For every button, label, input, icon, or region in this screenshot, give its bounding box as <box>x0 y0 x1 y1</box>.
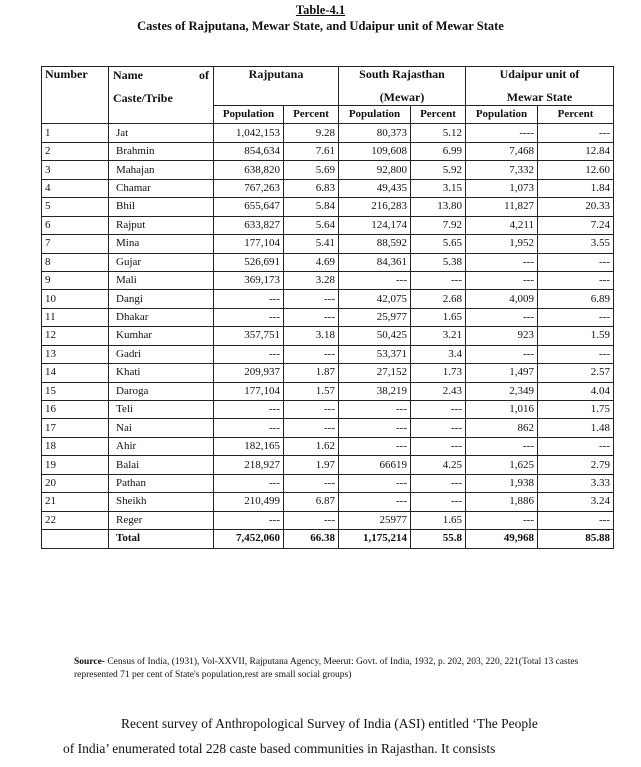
table-title: Castes of Rajputana, Mewar State, and Udaipur unit of Mewar State <box>137 19 504 33</box>
udaipur-population: 1,016 <box>466 401 538 419</box>
rajputana-population: 767,263 <box>214 179 284 197</box>
udaipur-percent: 85.88 <box>538 530 614 548</box>
header-rajputana-label: Rajputana <box>248 67 304 81</box>
subheader-population: Population <box>214 106 284 124</box>
mewar-population: 25977 <box>339 511 411 529</box>
udaipur-population: 49,968 <box>466 530 538 548</box>
udaipur-population: 1,073 <box>466 179 538 197</box>
header-number: Number <box>42 67 109 124</box>
udaipur-population: --- <box>466 345 538 363</box>
rajputana-population: 218,927 <box>214 456 284 474</box>
udaipur-population: 1,625 <box>466 456 538 474</box>
header-south-rajasthan <box>339 67 466 106</box>
rajputana-percent: 3.28 <box>284 271 339 289</box>
rajputana-population: 177,104 <box>214 382 284 400</box>
table-row <box>42 345 614 363</box>
udaipur-percent: 12.84 <box>538 142 614 160</box>
caste-name: Balai <box>109 456 214 474</box>
udaipur-percent: --- <box>538 271 614 289</box>
total-row <box>42 530 614 548</box>
rajputana-percent: --- <box>284 345 339 363</box>
header-south-line1: South Rajasthan <box>359 67 445 81</box>
mewar-population: 84,361 <box>339 253 411 271</box>
rajputana-population: --- <box>214 419 284 437</box>
udaipur-population: 7,468 <box>466 142 538 160</box>
udaipur-percent: 2.79 <box>538 456 614 474</box>
rajputana-population: 7,452,060 <box>214 530 284 548</box>
rajputana-population: 638,820 <box>214 161 284 179</box>
mewar-population: 25,977 <box>339 308 411 326</box>
row-number: 5 <box>42 198 109 216</box>
row-number: 16 <box>42 401 109 419</box>
subheader-population: Population <box>339 106 411 124</box>
rajputana-population: 177,104 <box>214 235 284 253</box>
caste-name: Teli <box>109 401 214 419</box>
udaipur-population: --- <box>466 271 538 289</box>
udaipur-percent: 3.55 <box>538 235 614 253</box>
mewar-percent: --- <box>411 401 466 419</box>
udaipur-population: --- <box>466 253 538 271</box>
row-number: 6 <box>42 216 109 234</box>
table-row <box>42 161 614 179</box>
rajputana-population: --- <box>214 308 284 326</box>
row-number: 12 <box>42 327 109 345</box>
rajputana-percent: --- <box>284 308 339 326</box>
table-row <box>42 290 614 308</box>
rajputana-percent: 5.64 <box>284 216 339 234</box>
rajputana-population: 526,691 <box>214 253 284 271</box>
udaipur-population: 1,952 <box>466 235 538 253</box>
table-row <box>42 474 614 492</box>
caste-name: Jat <box>109 124 214 142</box>
mewar-percent: 1.65 <box>411 511 466 529</box>
udaipur-percent: 1.59 <box>538 327 614 345</box>
udaipur-population: 2,349 <box>466 382 538 400</box>
table-row <box>42 179 614 197</box>
mewar-population: 88,592 <box>339 235 411 253</box>
mewar-population: 66619 <box>339 456 411 474</box>
rajputana-percent: 1.87 <box>284 364 339 382</box>
mewar-population: --- <box>339 437 411 455</box>
udaipur-population: 1,497 <box>466 364 538 382</box>
rajputana-percent: --- <box>284 419 339 437</box>
rajputana-population: --- <box>214 474 284 492</box>
rajputana-population: 209,937 <box>214 364 284 382</box>
rajputana-percent: 4.69 <box>284 253 339 271</box>
header-name-of: of <box>199 68 209 82</box>
mewar-population: --- <box>339 474 411 492</box>
mewar-percent: 7.92 <box>411 216 466 234</box>
table-row <box>42 235 614 253</box>
rajputana-percent: --- <box>284 474 339 492</box>
table-row <box>42 456 614 474</box>
caste-table <box>41 66 614 549</box>
table-number: Table-4.1 <box>295 3 346 17</box>
header-rajputana <box>214 67 339 106</box>
udaipur-percent: --- <box>538 308 614 326</box>
mewar-population: 27,152 <box>339 364 411 382</box>
table-row <box>42 308 614 326</box>
row-number: 17 <box>42 419 109 437</box>
mewar-population: 92,800 <box>339 161 411 179</box>
caste-name: Nai <box>109 419 214 437</box>
header-udaipur-line1: Udaipur unit of <box>499 67 580 81</box>
mewar-percent: --- <box>411 493 466 511</box>
table-row <box>42 401 614 419</box>
mewar-percent: 2.68 <box>411 290 466 308</box>
table-row <box>42 419 614 437</box>
caste-name: Dangi <box>109 290 214 308</box>
row-number: 3 <box>42 161 109 179</box>
caste-name: Khati <box>109 364 214 382</box>
header-south-line2: (Mewar) <box>379 90 425 104</box>
udaipur-percent: 2.57 <box>538 364 614 382</box>
subheader-percent: Percent <box>411 106 466 124</box>
paragraph-line-1: Recent survey of Anthropological Survey of India (ASI) entitled ‘The People <box>121 716 538 731</box>
mewar-percent: --- <box>411 474 466 492</box>
table-row <box>42 271 614 289</box>
udaipur-percent: --- <box>538 511 614 529</box>
caste-name: Mahajan <box>109 161 214 179</box>
rajputana-population: 182,165 <box>214 437 284 455</box>
row-number: 14 <box>42 364 109 382</box>
udaipur-population: 923 <box>466 327 538 345</box>
udaipur-population: 11,827 <box>466 198 538 216</box>
udaipur-percent: --- <box>538 253 614 271</box>
mewar-percent: 3.4 <box>411 345 466 363</box>
udaipur-population: 7,332 <box>466 161 538 179</box>
paragraph-line-2: of India’ enumerated total 228 caste based communities in Rajasthan. It consists <box>63 741 496 756</box>
udaipur-percent: 12.60 <box>538 161 614 179</box>
mewar-percent: 6.99 <box>411 142 466 160</box>
mewar-percent: 5.12 <box>411 124 466 142</box>
mewar-population: 216,283 <box>339 198 411 216</box>
udaipur-percent: 20.33 <box>538 198 614 216</box>
row-number: 10 <box>42 290 109 308</box>
caste-name: Ahir <box>109 437 214 455</box>
rajputana-population: --- <box>214 401 284 419</box>
table-row <box>42 198 614 216</box>
header-udaipur-line2: Mewar State <box>506 90 573 104</box>
udaipur-percent: 1.75 <box>538 401 614 419</box>
mewar-percent: 55.8 <box>411 530 466 548</box>
row-number: 4 <box>42 179 109 197</box>
table-row <box>42 216 614 234</box>
udaipur-percent: --- <box>538 345 614 363</box>
table-row <box>42 382 614 400</box>
mewar-percent: 1.73 <box>411 364 466 382</box>
caste-name: Rajput <box>109 216 214 234</box>
row-number: 1 <box>42 124 109 142</box>
udaipur-population: 862 <box>466 419 538 437</box>
header-name-line2: Caste/Tribe <box>113 91 173 105</box>
mewar-percent: --- <box>411 419 466 437</box>
rajputana-percent: 1.57 <box>284 382 339 400</box>
row-number: 18 <box>42 437 109 455</box>
caste-name: Gujar <box>109 253 214 271</box>
table-row <box>42 142 614 160</box>
rajputana-population: 655,647 <box>214 198 284 216</box>
rajputana-percent: 5.41 <box>284 235 339 253</box>
udaipur-percent: 1.48 <box>538 419 614 437</box>
row-number: 7 <box>42 235 109 253</box>
mewar-population: 42,075 <box>339 290 411 308</box>
rajputana-population: 357,751 <box>214 327 284 345</box>
table-row <box>42 327 614 345</box>
mewar-percent: 3.21 <box>411 327 466 345</box>
udaipur-population: 4,009 <box>466 290 538 308</box>
mewar-percent: 2.43 <box>411 382 466 400</box>
caste-name: Brahmin <box>109 142 214 160</box>
table-row <box>42 124 614 142</box>
source-note <box>74 656 594 682</box>
caste-name: Sheikh <box>109 493 214 511</box>
caste-name: Gadri <box>109 345 214 363</box>
mewar-population: 109,608 <box>339 142 411 160</box>
caste-name: Mina <box>109 235 214 253</box>
rajputana-percent: 6.83 <box>284 179 339 197</box>
rajputana-population: 369,173 <box>214 271 284 289</box>
udaipur-percent: 7.24 <box>538 216 614 234</box>
udaipur-percent: 3.33 <box>538 474 614 492</box>
mewar-percent: 5.38 <box>411 253 466 271</box>
source-text: Census of India, (1931), Vol-XXVII, Rajputana Agency, Meerut: Govt. of India, 1932, p. 202, 203, 220, 221(Total 13 castes represented 71 per cent of State's population,rest are small social groups) <box>74 657 579 680</box>
udaipur-population: --- <box>466 511 538 529</box>
header-row <box>42 67 614 106</box>
mewar-percent: 13.80 <box>411 198 466 216</box>
row-number: 15 <box>42 382 109 400</box>
source-label: Source- <box>74 657 105 667</box>
header-name-line1: Name <box>113 68 143 82</box>
caste-name: Total <box>109 530 214 548</box>
row-number: 22 <box>42 511 109 529</box>
subheader-percent: Percent <box>284 106 339 124</box>
subheader-percent: Percent <box>538 106 614 124</box>
udaipur-population: --- <box>466 308 538 326</box>
rajputana-percent: --- <box>284 511 339 529</box>
udaipur-population: ---- <box>466 124 538 142</box>
rajputana-population: --- <box>214 290 284 308</box>
caste-name: Pathan <box>109 474 214 492</box>
udaipur-percent: 4.04 <box>538 382 614 400</box>
caste-name: Mali <box>109 271 214 289</box>
rajputana-population: 633,827 <box>214 216 284 234</box>
udaipur-percent: 1.84 <box>538 179 614 197</box>
rajputana-percent: 1.97 <box>284 456 339 474</box>
udaipur-population: 1,938 <box>466 474 538 492</box>
mewar-percent: 5.65 <box>411 235 466 253</box>
caste-name: Reger <box>109 511 214 529</box>
mewar-population: 124,174 <box>339 216 411 234</box>
table-row <box>42 364 614 382</box>
udaipur-percent: 3.24 <box>538 493 614 511</box>
udaipur-population: 4,211 <box>466 216 538 234</box>
mewar-percent: 5.92 <box>411 161 466 179</box>
row-number: 8 <box>42 253 109 271</box>
mewar-percent: --- <box>411 271 466 289</box>
caste-name: Kumhar <box>109 327 214 345</box>
rajputana-percent: 5.69 <box>284 161 339 179</box>
row-number: 9 <box>42 271 109 289</box>
table-row <box>42 437 614 455</box>
row-number: 11 <box>42 308 109 326</box>
udaipur-population: 1,886 <box>466 493 538 511</box>
rajputana-percent: 7.61 <box>284 142 339 160</box>
rajputana-population: 854,634 <box>214 142 284 160</box>
row-number: 2 <box>42 142 109 160</box>
udaipur-percent: 6.89 <box>538 290 614 308</box>
mewar-population: 38,219 <box>339 382 411 400</box>
mewar-population: 53,371 <box>339 345 411 363</box>
caste-name: Chamar <box>109 179 214 197</box>
rajputana-percent: --- <box>284 290 339 308</box>
mewar-percent: 4.25 <box>411 456 466 474</box>
caste-name: Dhakar <box>109 308 214 326</box>
rajputana-population: 1,042,153 <box>214 124 284 142</box>
rajputana-percent: 1.62 <box>284 437 339 455</box>
mewar-population: 49,435 <box>339 179 411 197</box>
row-number: 21 <box>42 493 109 511</box>
mewar-percent: 1.65 <box>411 308 466 326</box>
mewar-percent: --- <box>411 437 466 455</box>
mewar-population: 50,425 <box>339 327 411 345</box>
row-number: 13 <box>42 345 109 363</box>
rajputana-percent: 9.28 <box>284 124 339 142</box>
mewar-population: --- <box>339 271 411 289</box>
mewar-percent: 3.15 <box>411 179 466 197</box>
mewar-population: --- <box>339 401 411 419</box>
row-number: 19 <box>42 456 109 474</box>
mewar-population: --- <box>339 419 411 437</box>
table-row <box>42 511 614 529</box>
rajputana-percent: --- <box>284 401 339 419</box>
table-row <box>42 253 614 271</box>
rajputana-percent: 6.87 <box>284 493 339 511</box>
mewar-population: --- <box>339 493 411 511</box>
rajputana-population: 210,499 <box>214 493 284 511</box>
table-row <box>42 493 614 511</box>
caste-name: Bhil <box>109 198 214 216</box>
rajputana-percent: 5.84 <box>284 198 339 216</box>
udaipur-percent: --- <box>538 437 614 455</box>
header-udaipur <box>466 67 614 106</box>
mewar-population: 80,373 <box>339 124 411 142</box>
rajputana-percent: 66.38 <box>284 530 339 548</box>
rajputana-population: --- <box>214 345 284 363</box>
mewar-population: 1,175,214 <box>339 530 411 548</box>
row-number: 20 <box>42 474 109 492</box>
udaipur-percent: --- <box>538 124 614 142</box>
caste-name: Daroga <box>109 382 214 400</box>
header-name <box>109 67 214 124</box>
rajputana-percent: 3.18 <box>284 327 339 345</box>
row-number <box>42 530 109 548</box>
rajputana-population: --- <box>214 511 284 529</box>
subheader-population: Population <box>466 106 538 124</box>
udaipur-population: --- <box>466 437 538 455</box>
